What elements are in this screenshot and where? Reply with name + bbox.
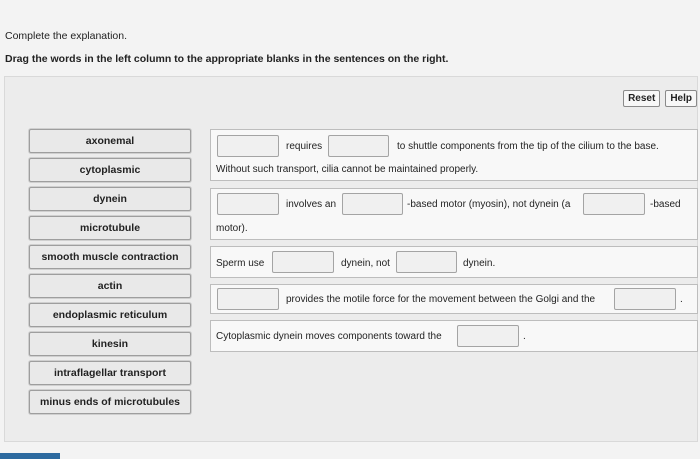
sentence-text: .	[523, 331, 526, 342]
word-tile-endoplasmic-reticulum[interactable]: endoplasmic reticulum	[29, 303, 191, 327]
sentence-text: -based motor (myosin), not dynein (a	[407, 199, 571, 210]
instruction-drag-text: Drag the words in the left column to the appropriate blanks in the sentences on the right.	[5, 53, 449, 65]
sentence-text: requires	[286, 141, 323, 152]
sentence-text: involves an	[286, 199, 337, 210]
sentence-3	[210, 246, 698, 278]
help-button[interactable]: Help	[665, 90, 697, 107]
sentence-5	[210, 320, 698, 352]
sentence-text: dynein, not	[341, 258, 390, 269]
reset-button[interactable]: Reset	[623, 90, 660, 107]
sentence-text: Without such transport, cilia cannot be maintained properly.	[216, 164, 479, 175]
sentence-text: provides the motile force for the movement between the Golgi and the	[286, 294, 596, 305]
panel-controls	[623, 90, 697, 107]
blank-drop-target[interactable]	[272, 251, 334, 273]
word-tile-kinesin[interactable]: kinesin	[29, 332, 191, 356]
instruction-text: Complete the explanation.	[5, 30, 127, 42]
blank-drop-target[interactable]	[342, 193, 403, 215]
sentence-2	[210, 188, 698, 240]
sentence-text: .	[680, 294, 683, 305]
word-tile-smooth-muscle-contraction[interactable]: smooth muscle contraction	[29, 245, 191, 269]
sentence-text: to shuttle components from the tip of the cilium to the base.	[397, 141, 659, 152]
blank-drop-target[interactable]	[583, 193, 645, 215]
sentence-1	[210, 129, 698, 181]
word-tile-minus-ends-of-microtubules[interactable]: minus ends of microtubules	[29, 390, 191, 414]
blank-drop-target[interactable]	[217, 288, 279, 310]
word-tile-intraflagellar-transport[interactable]: intraflagellar transport	[29, 361, 191, 385]
sentence-text: dynein.	[463, 258, 496, 269]
blank-drop-target[interactable]	[396, 251, 457, 273]
sentence-text: -based	[650, 199, 681, 210]
word-tile-dynein[interactable]: dynein	[29, 187, 191, 211]
word-tile-cytoplasmic[interactable]: cytoplasmic	[29, 158, 191, 182]
sentence-4	[210, 284, 698, 314]
word-tile-microtubule[interactable]: microtubule	[29, 216, 191, 240]
sentence-text: Cytoplasmic dynein moves components toward the	[216, 331, 442, 342]
word-tile-axonemal[interactable]: axonemal	[29, 129, 191, 153]
sentence-text: Sperm use	[216, 258, 265, 269]
progress-accent-bar	[0, 453, 60, 459]
word-tile-actin[interactable]: actin	[29, 274, 191, 298]
blank-drop-target[interactable]	[217, 135, 279, 157]
blank-drop-target[interactable]	[457, 325, 519, 347]
blank-drop-target[interactable]	[328, 135, 389, 157]
blank-drop-target[interactable]	[614, 288, 676, 310]
blank-drop-target[interactable]	[217, 193, 279, 215]
sentence-text: motor).	[216, 223, 248, 234]
